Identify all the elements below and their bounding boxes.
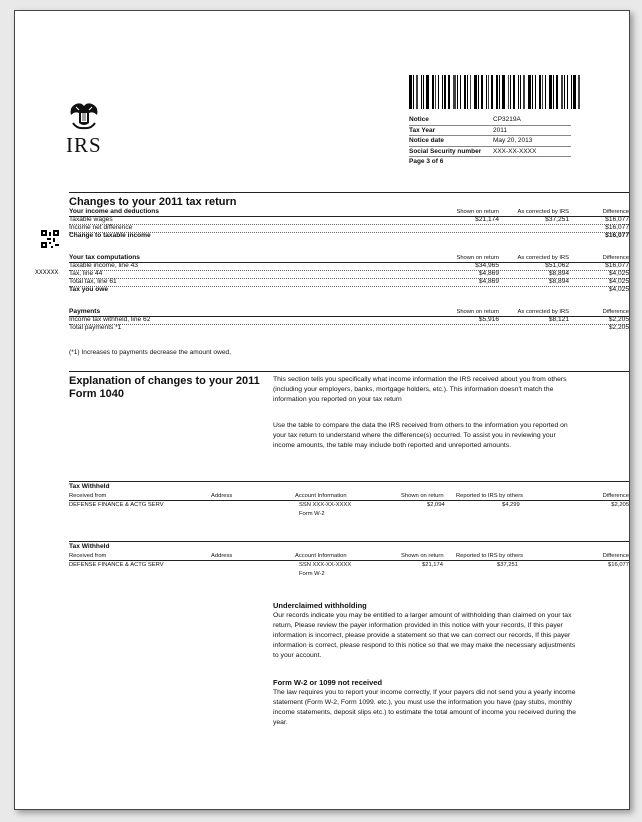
section-divider <box>69 541 629 542</box>
explanation-para-1: This section tells you specifically what income information the IRS received about you from others (including your employers, banks, mortgage holders, etc.). This information doesn't match the information you reported on your tax return <box>273 376 567 403</box>
section-divider <box>69 481 629 482</box>
explanation-title: Explanation of changes to your 2011 Form 1040 <box>69 375 260 400</box>
w2-title: Form W-2 or 1099 not received <box>273 678 383 687</box>
table-row: Tax, line 44 $4,869 $8,894 $4,025 <box>69 270 629 277</box>
tax-withheld-header: Received from Address Account Information Shown on return Reported to IRS by others Difference <box>69 553 629 559</box>
notice-page <box>14 10 630 810</box>
table-row: Form W-2 <box>299 511 325 517</box>
explanation-para-2: Use the table to compare the data the IRS received from others to the information you reported on your tax return to understand where the difference(s) occurred. To assist you in reviewing your income amounts, the table may include both reported and unreported amounts. <box>273 422 568 449</box>
irs-eagle-icon <box>67 101 127 136</box>
table-row: Income tax withheld, line 62 $5,916 $8,121 $2,205 <box>69 316 629 323</box>
tax-year-row: Tax Year 2011 <box>409 126 571 137</box>
table-row: Change to taxable income $16,077 <box>69 232 629 239</box>
table-row: DEFENSE FINANCE & ACTG SERV SSN XXX-XX-XXXX $2,094 $4,299 $2,205 <box>69 502 629 508</box>
footnote: (*1) Increases to payments decrease the amount owed, <box>69 349 232 356</box>
notice-date-row: Notice date May 20, 2013 <box>409 136 571 147</box>
table-row: Taxable income, line 43 $34,965 $51,062 $16,077 <box>69 262 629 269</box>
section-divider <box>69 371 629 372</box>
table-row: Tax you owe $4,025 <box>69 286 629 293</box>
table-row: Form W-2 <box>299 571 325 577</box>
notice-info-table <box>409 115 571 167</box>
table-row: Taxable wages $21,174 $37,251 $16,077 <box>69 216 629 223</box>
irs-logo-text: IRS <box>66 133 102 157</box>
underclaimed-title: Underclaimed withholding <box>273 601 367 610</box>
table-row: Total payments *1 $2,205 <box>69 324 629 331</box>
computations-header: Your tax computations Shown on return As corrected by IRS Difference <box>69 254 629 261</box>
income-header: Your income and deductions Shown on return As corrected by IRS Difference <box>69 208 629 215</box>
table-row: DEFENSE FINANCE & ACTG SERV SSN XXX-XX-XXXX $21,174 $37,251 $16,077 <box>69 562 629 568</box>
w2-text: The law requires you to report your income correctly, If your payers did not send you a yearly income statement (Form W-2, Form 1099. etc.), you must use the information you have (pay stubs, monthly income statements, deposit slips etc.) to estimate the total amount of income you received during the year. <box>273 689 576 726</box>
qr-code-icon <box>41 230 59 248</box>
ssn-row: Social Security number XXX-XX-XXXX <box>409 147 571 158</box>
changes-title: Changes to your 2011 tax return <box>69 196 237 208</box>
page-number-row: Page 3 of 6 <box>409 158 444 165</box>
tax-withheld-header: Received from Address Account Information Shown on return Reported to IRS by others Difference <box>69 493 629 499</box>
table-row: Total tax, line 61 $4,869 $8,894 $4,025 <box>69 278 629 285</box>
payments-header: Payments Shown on return As corrected by IRS Difference <box>69 308 629 315</box>
underclaimed-text: Our records indicate you may be entitled to a larger amount of withholding than claimed on your tax return, Please review the payer information provided in this notice with your records, If this payer information is incorrect, please provide a statement so that we can correct our records, If this payer information is correct, please respond to this notice so that we may make the necessary adjustments to your account. <box>273 612 576 659</box>
tax-withheld-title: Tax Withheld <box>69 543 110 550</box>
tax-withheld-title: Tax Withheld <box>69 483 110 490</box>
table-row: Income net difference $16,077 <box>69 224 629 231</box>
barcode <box>409 75 601 109</box>
section-divider <box>69 192 629 193</box>
margin-id: XXXXXX <box>35 269 59 276</box>
notice-row: Notice CP3219A <box>409 115 571 126</box>
